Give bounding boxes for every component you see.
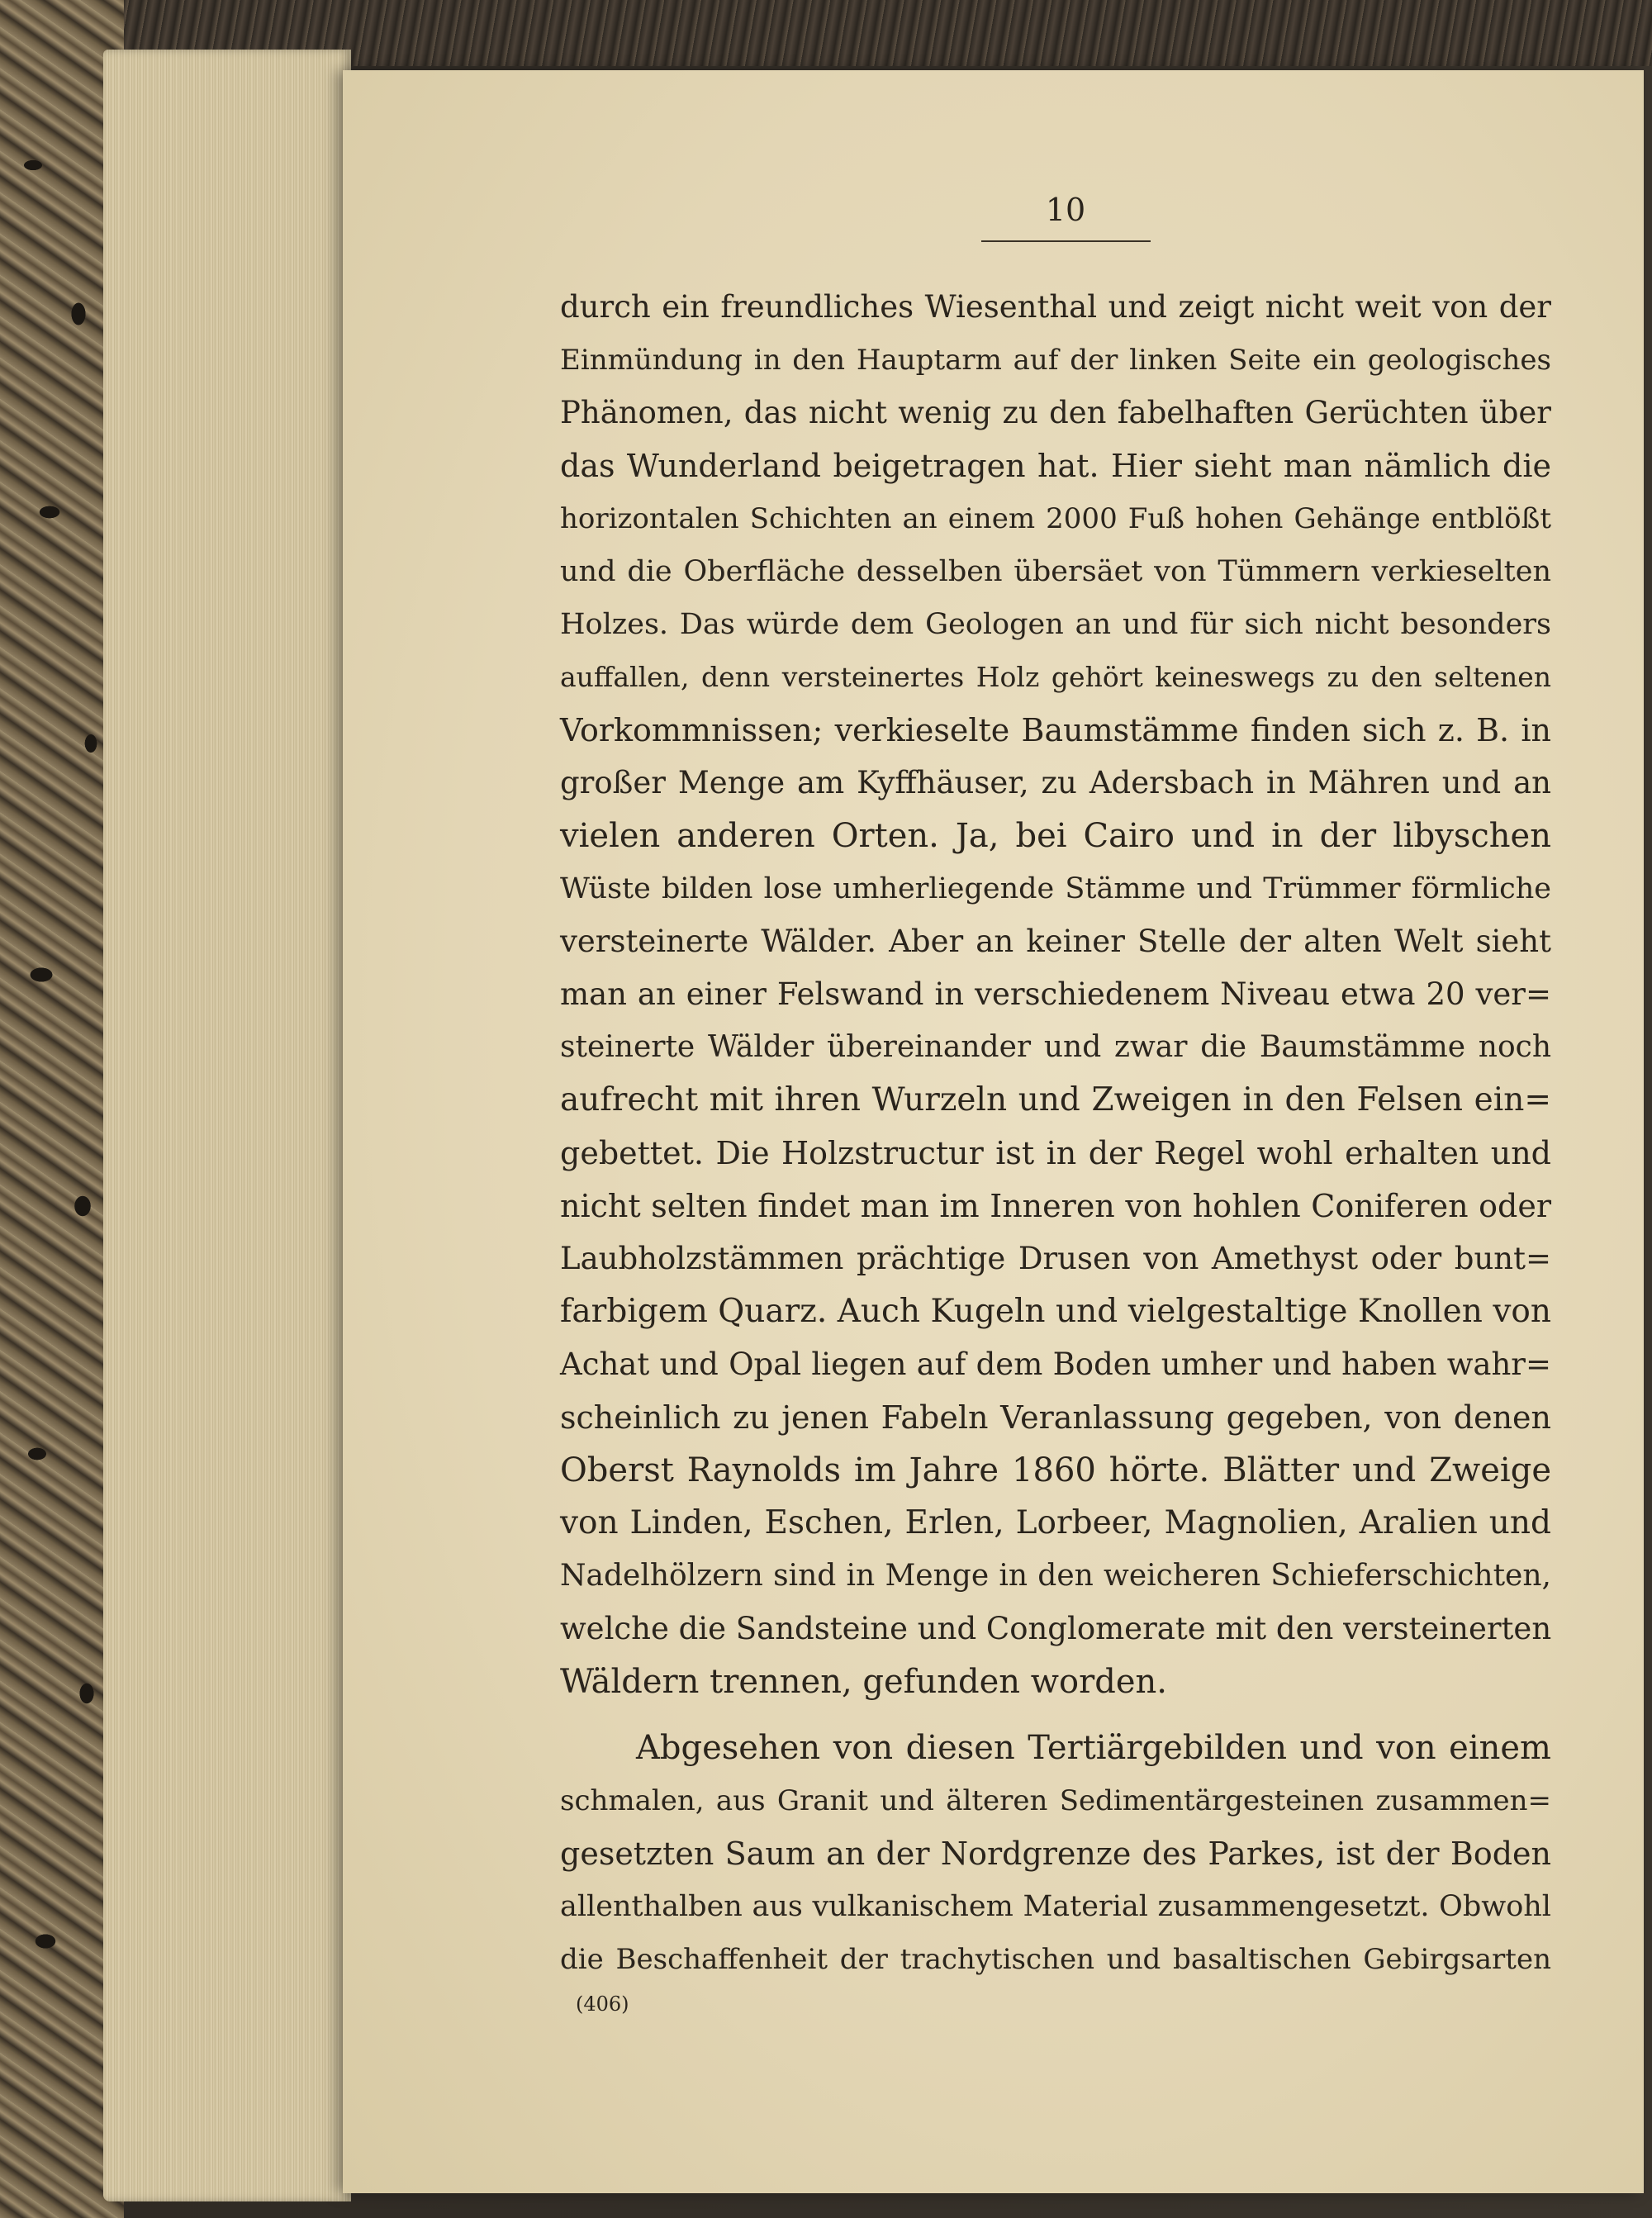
text-line: welche die Sandsteine und Conglomerate mit den versteinerten: [560, 1611, 1552, 1646]
text-line: vielen anderen Orten. Ja, bei Cairo und in der libyschen: [560, 817, 1551, 855]
text-line: und die Oberfläche desselben übersäet von Tümmern verkieselten: [560, 555, 1551, 588]
text-line: man an einer Felswand in verschiedenem Niveau etwa 20 ver=: [560, 976, 1551, 1012]
page-number-rule: [981, 240, 1151, 242]
text-line: durch ein freundliches Wiesenthal und zeigt nicht weit von der: [560, 289, 1551, 325]
text-line: von Linden, Eschen, Erlen, Lorbeer, Magnolien, Aralien und: [560, 1504, 1551, 1541]
text-line: farbigem Quarz. Auch Kugeln und vielgestaltige Knollen von: [560, 1293, 1551, 1330]
text-line: Vorkommnissen; verkieselte Baumstämme finden sich z. B. in: [560, 712, 1551, 748]
text-line: Wäldern trennen, gefunden worden.: [560, 1663, 1167, 1701]
text-line: Abgesehen von diesen Tertiärgebilden und von einem: [636, 1729, 1551, 1767]
text-line: allenthalben aus vulkanischem Material zusammengesetzt. Obwohl: [560, 1890, 1551, 1923]
text-line: scheinlich zu jenen Fabeln Veranlassung gegeben, von denen: [560, 1399, 1551, 1436]
book-page: [343, 70, 1644, 2193]
text-line: versteinerte Wälder. Aber an keiner Stelle der alten Welt sieht: [560, 924, 1551, 959]
text-line: Holzes. Das würde dem Geologen an und für sich nicht besonders: [560, 608, 1551, 641]
text-line: die Beschaffenheit der trachytischen und basaltischen Gebirgsarten: [560, 1943, 1551, 1976]
text-line: Wüste bilden lose umherliegende Stämme und Trümmer förmliche: [560, 872, 1551, 905]
text-line: Laubholzstämmen prächtige Drusen von Amethyst oder bunt=: [560, 1241, 1551, 1276]
text-line: schmalen, aus Granit und älteren Sedimentärgesteinen zusammen=: [560, 1784, 1551, 1817]
text-line: Nadelhölzern sind in Menge in den weicheren Schieferschichten,: [560, 1559, 1551, 1593]
page-number: 10: [1045, 192, 1086, 228]
text-line: großer Menge am Kyffhäuser, zu Adersbach in Mähren und an: [560, 765, 1551, 800]
text-line: Achat und Opal liegen auf dem Boden umher und haben wahr=: [560, 1346, 1551, 1382]
text-line: das Wunderland beigetragen hat. Hier sieht man nämlich die: [560, 448, 1551, 484]
text-line: steinerte Wälder übereinander und zwar die Baumstämme noch: [560, 1030, 1551, 1064]
text-line: Phänomen, das nicht wenig zu den fabelhaften Gerüchten über: [560, 395, 1551, 430]
text-line: gesetzten Saum an der Nordgrenze des Parkes, ist der Boden: [560, 1836, 1551, 1872]
page-block-edges: [103, 50, 351, 2201]
text-line: Einmündung in den Hauptarm auf der linken Seite ein geologisches: [560, 344, 1551, 377]
text-line: aufrecht mit ihren Wurzeln und Zweigen in den Felsen ein=: [560, 1081, 1551, 1118]
text-line: gebettet. Die Holzstructur ist in der Regel wohl erhalten und: [560, 1135, 1551, 1171]
text-line: nicht selten findet man im Inneren von hohlen Coniferen oder: [560, 1188, 1551, 1224]
signature-mark: (406): [576, 1992, 629, 2016]
text-line: Oberst Raynolds im Jahre 1860 hörte. Blätter und Zweige: [560, 1451, 1551, 1489]
text-line: auffallen, denn versteinertes Holz gehört keineswegs zu den seltenen: [560, 661, 1551, 693]
text-line: horizontalen Schichten an einem 2000 Fuß hohen Gehänge entblößt: [560, 502, 1551, 535]
